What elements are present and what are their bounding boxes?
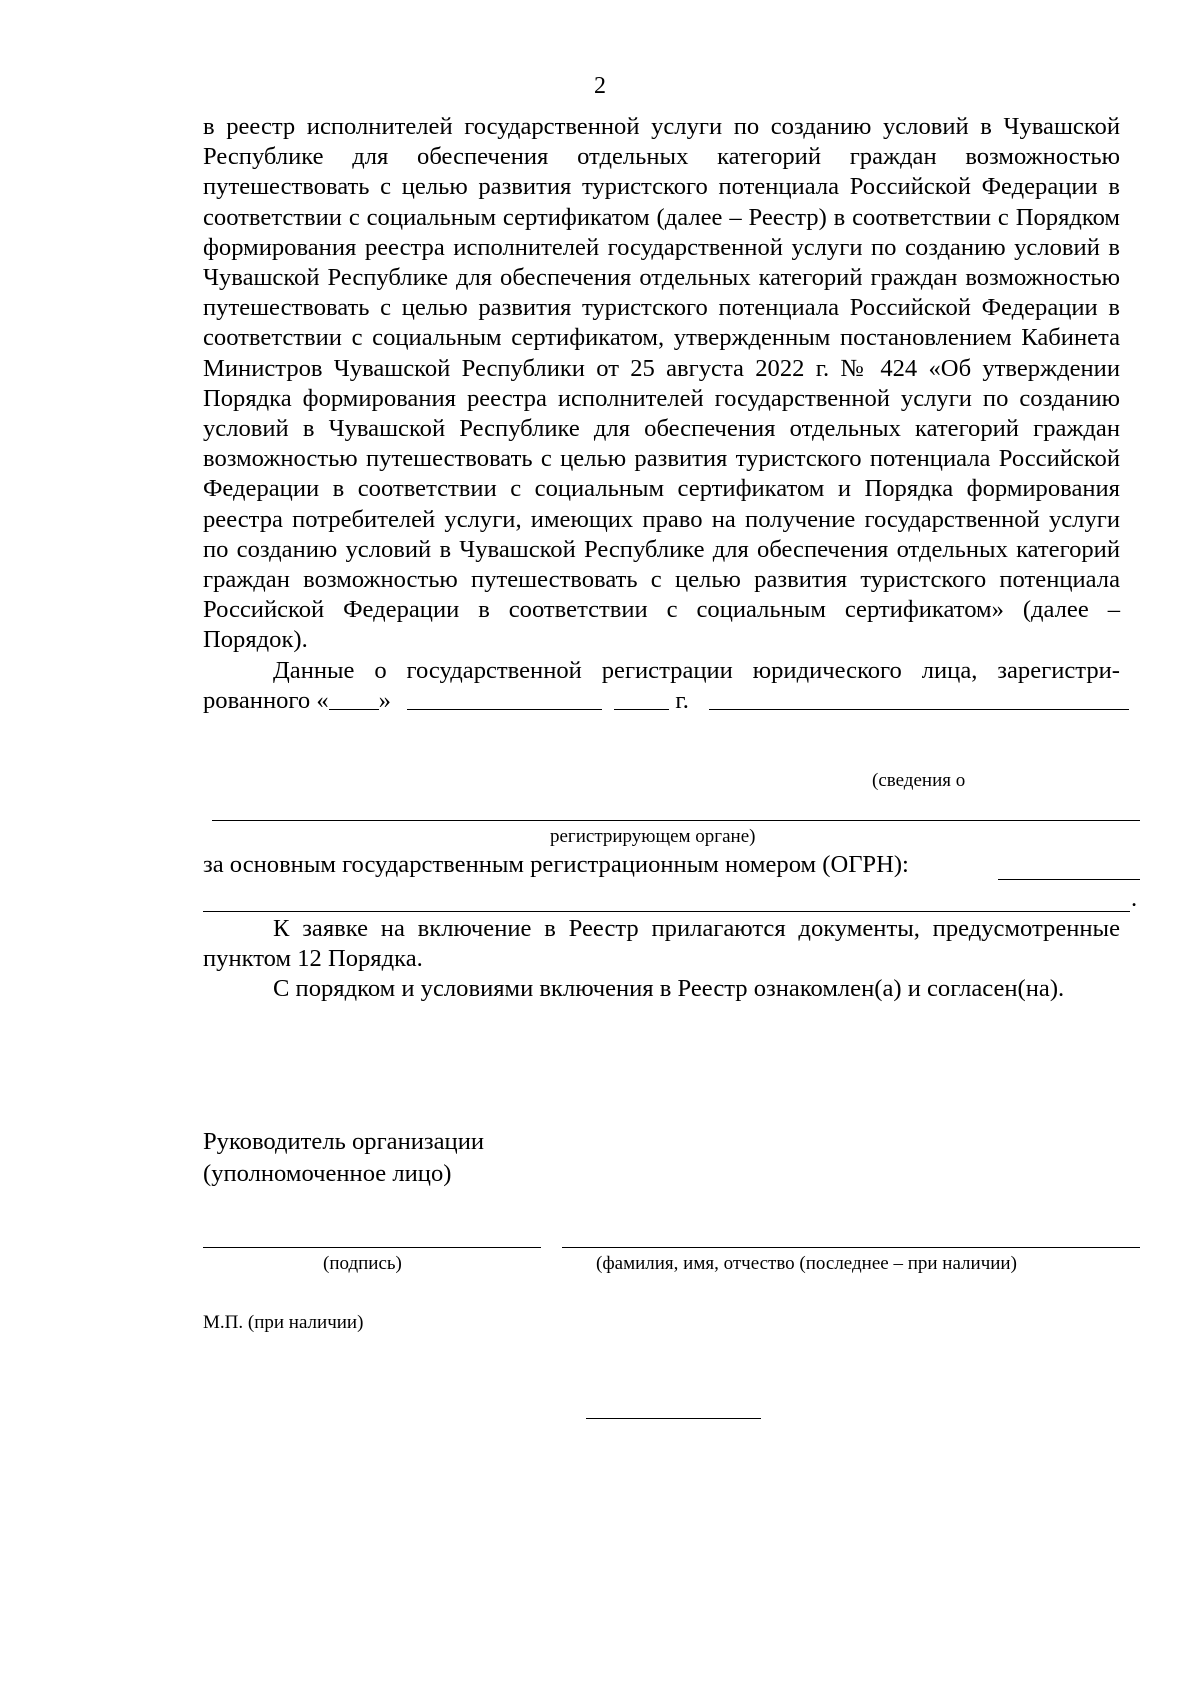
closing-text [203, 914, 1120, 1005]
registrar-caption-top: (сведения о [872, 770, 966, 791]
registrar-line[interactable] [212, 820, 1140, 821]
paragraph-agreement: С порядком и условиями включения в Реестр ознакомлен(а) и согласен(на). [273, 975, 1065, 1003]
paragraph-documents: К заявке на включение в Реестр прилагаются документы, предусмотренные пунктом 12 Порядка. [203, 915, 1120, 973]
ogrn-label: за основным государственным регистрационным номером (ОГРН): [203, 851, 909, 878]
registration-line: Данные о государственной регистрации юридического лица, зарегистри- [273, 656, 1120, 684]
signature-caption: (подпись) [323, 1253, 402, 1274]
registration-prefix: рованного « [203, 686, 329, 714]
end-divider [586, 1418, 761, 1419]
full-name-line[interactable] [562, 1247, 1140, 1248]
month-blank[interactable] [407, 687, 602, 710]
ogrn-blank[interactable] [998, 879, 1140, 880]
full-name-caption: (фамилия, имя, отчество (последнее – при наличии) [596, 1253, 1017, 1274]
ogrn-line-2[interactable] [203, 911, 1130, 912]
day-blank[interactable] [329, 687, 379, 710]
signatory-title-line2: (уполномоченное лицо) [203, 1160, 452, 1187]
ogrn-row [203, 850, 909, 880]
main-text [203, 112, 1120, 716]
page-number: 2 [594, 73, 606, 99]
year-suffix: г. [675, 686, 689, 714]
ogrn-period: . [1131, 885, 1138, 912]
signatory-title-line1: Руководитель организации [203, 1128, 485, 1155]
signatory-title [203, 1126, 484, 1190]
paragraph-registry: в реестр исполнителей государственной услуги по созданию условий в Чувашской Республике для обеспечения отдельных категорий граждан возможностью путешествовать с целью развития туристского потенциала Российской Федерации в соответствии с социальным сертификатом (далее – Реестр) в соответствии с Порядком формирования реестра исполнителей государственной услуги по созданию условий в Чувашской Республике для обеспечения отдельных категорий граждан возможностью путешествовать с целью развития туристского потенциала Российской Федерации в соответствии с социальным сертификатом, утвержденным постановлением Кабинета Министров Чувашской Республики от 25 августа 2022 г. № 424 «Об утверждении Порядка формирования реестра исполнителей государственной услуги по созданию условий в Чувашской Республике для обеспечения отдельных категорий граждан возможностью путешествовать с целью развития туристского потенциала Российской Федерации в соответствии с социальным сертификатом и Порядка формирования реестра потребителей услуги, имеющих право на получение государственной услуги по созданию условий в Чувашской Республике для обеспечения отдельных категорий граждан возможностью путешествовать с целью развития туристского потенциала Российской Федерации в соответствии с социальным сертификатом» (далее – Порядок). [203, 113, 1120, 654]
registration-date-line [203, 686, 1120, 716]
registrar-caption-bottom: регистрирующем органе) [550, 826, 756, 847]
signature-line[interactable] [203, 1247, 541, 1248]
stamp-note: М.П. (при наличии) [203, 1312, 364, 1333]
registrar-blank[interactable] [709, 687, 1129, 710]
year-blank[interactable] [614, 687, 669, 710]
quote-close: » [378, 686, 391, 714]
